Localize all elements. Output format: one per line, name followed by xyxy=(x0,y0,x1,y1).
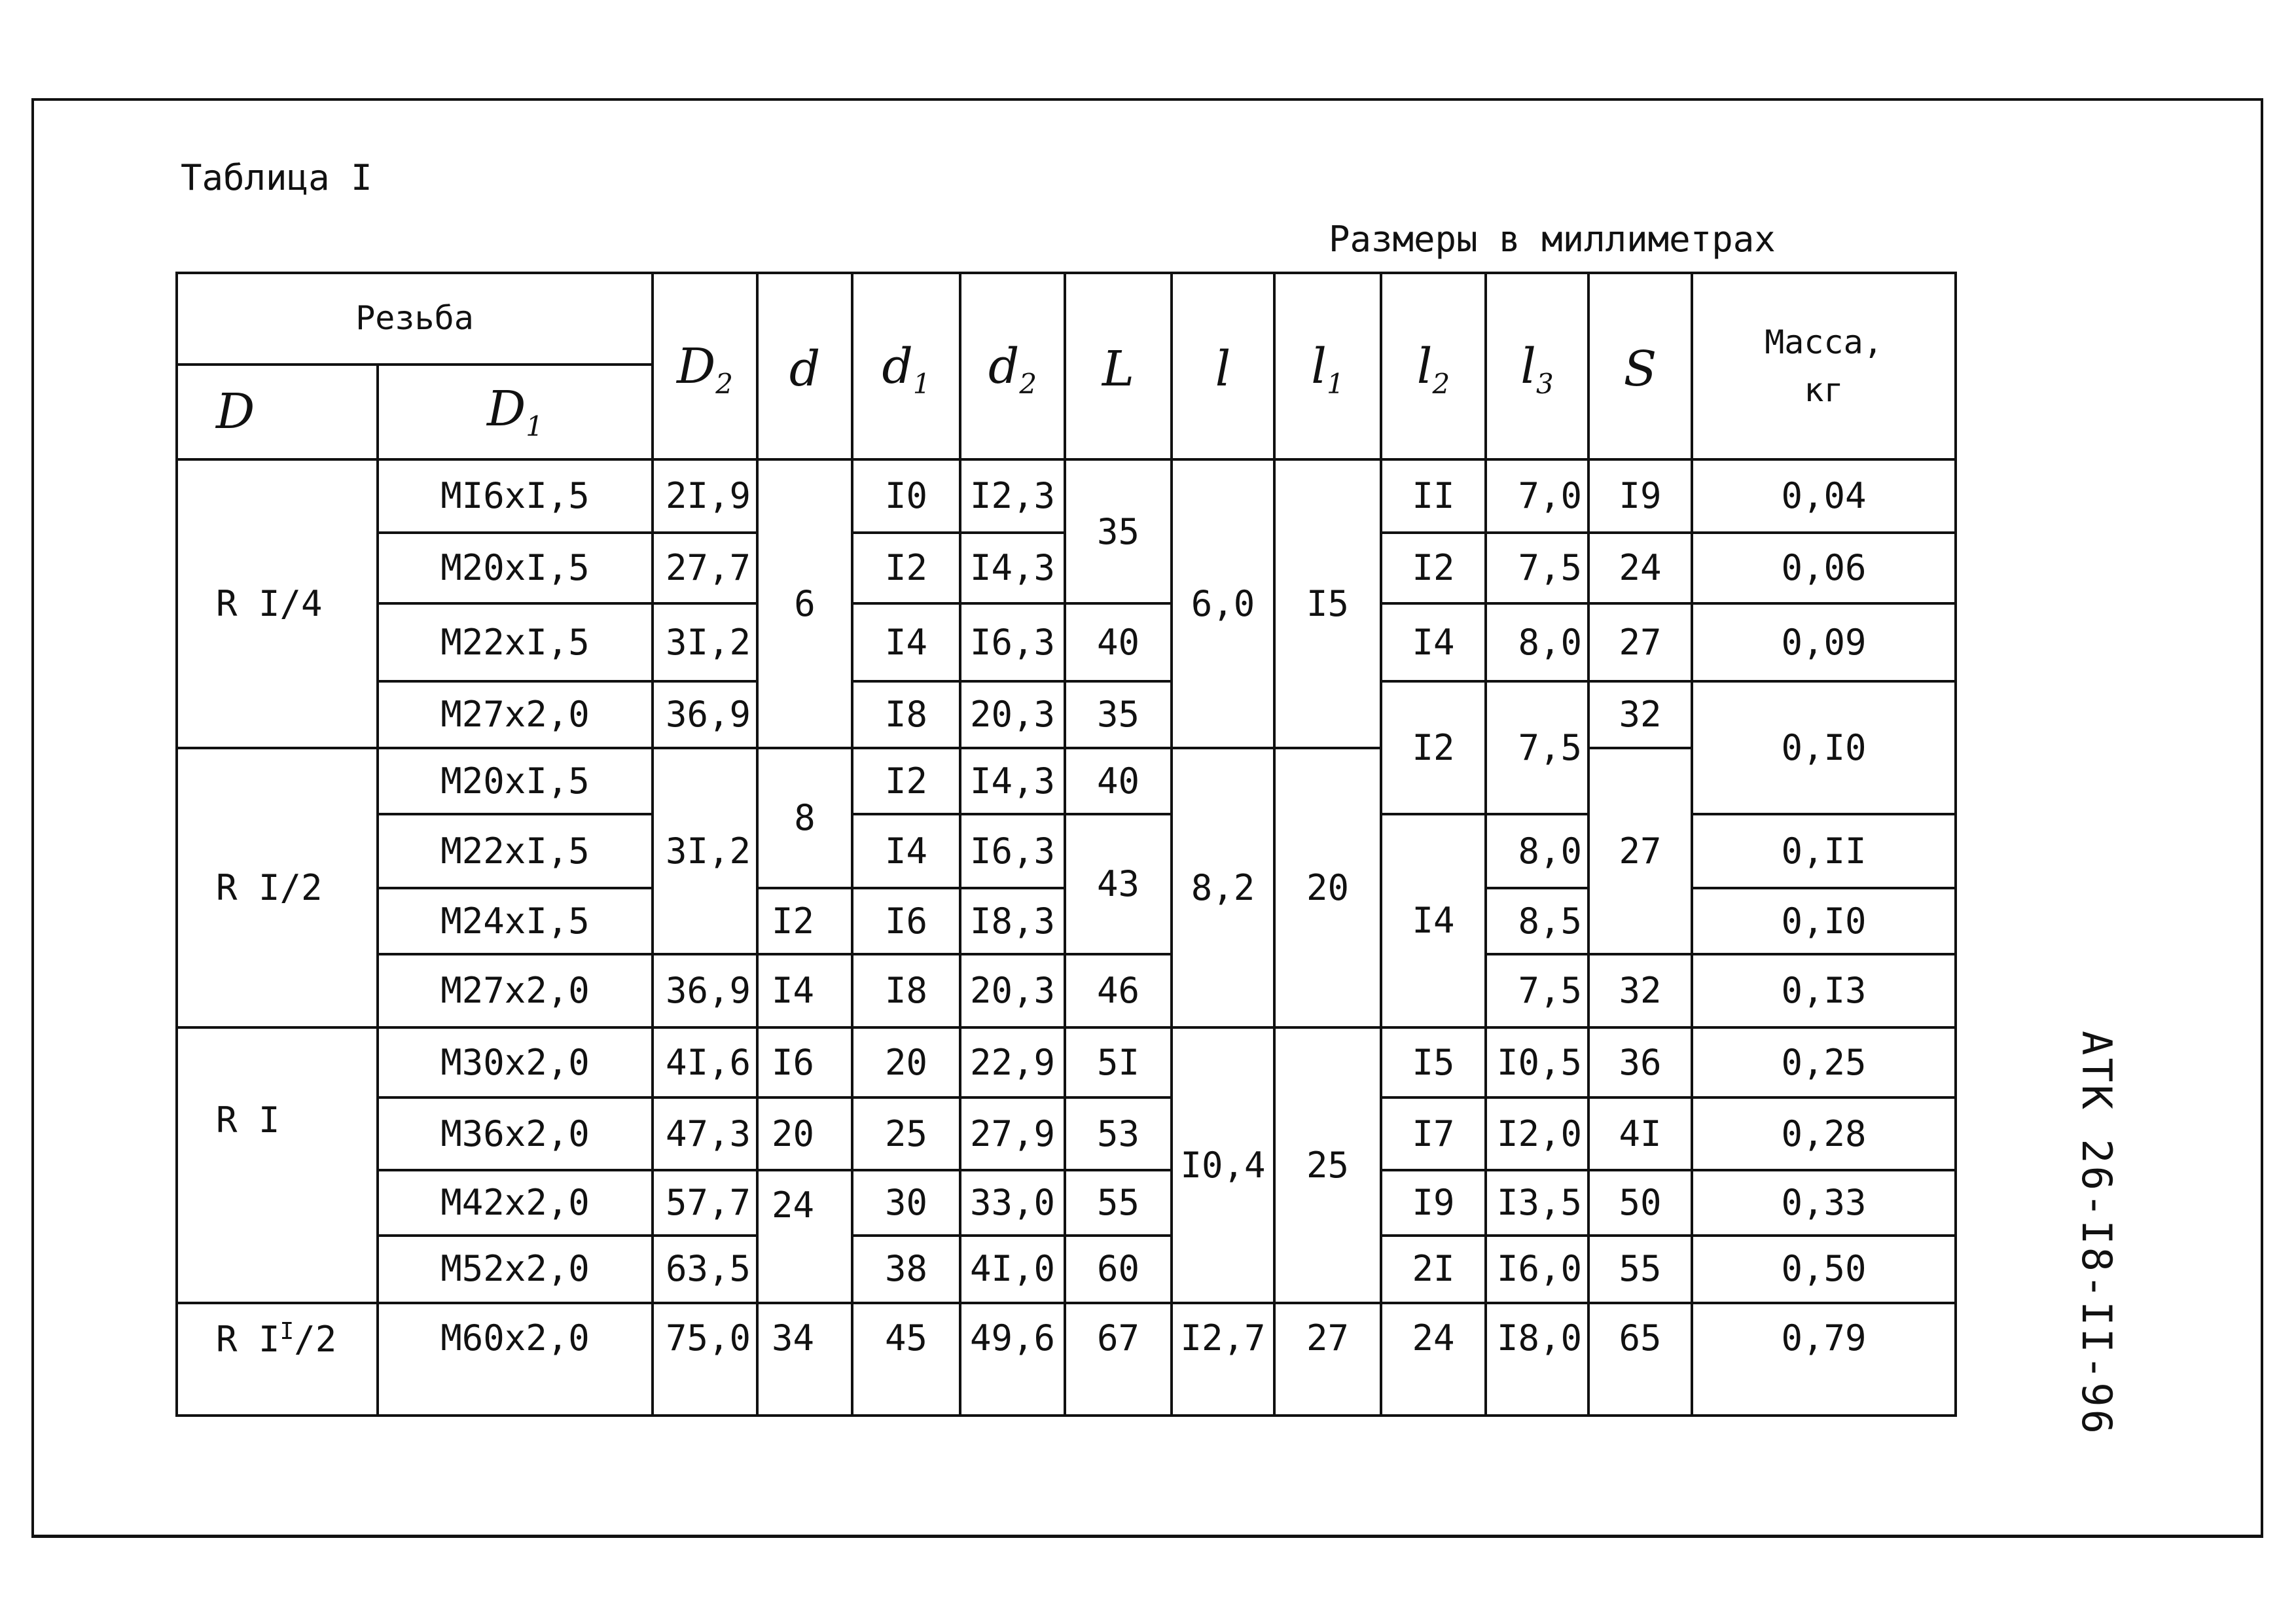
cell-l3: 8,5 xyxy=(1486,888,1588,954)
header-D1-subscript: 1 xyxy=(526,410,544,442)
cell-d2: 20,3 xyxy=(960,954,1065,1027)
cell-mass: 0,28 xyxy=(1692,1097,1956,1170)
cell-D1: M52x2,0 xyxy=(378,1236,653,1303)
table-title: Таблица I xyxy=(181,157,372,198)
cell-l1: 25 xyxy=(1274,1027,1381,1303)
cell-l2: I4 xyxy=(1381,814,1486,1027)
cell-d2: I6,3 xyxy=(960,814,1065,888)
table-row xyxy=(177,459,1956,532)
cell-l3: I6,0 xyxy=(1486,1236,1588,1303)
cell-S: 4I xyxy=(1588,1097,1692,1170)
cell-l1: I5 xyxy=(1274,459,1381,747)
header-thread: Резьба xyxy=(177,273,653,365)
cell-d: 6 xyxy=(757,459,852,747)
cell-l2: I2 xyxy=(1381,681,1486,813)
table-row xyxy=(177,681,1956,747)
cell-d1: I8 xyxy=(852,681,960,747)
cell-d2: I2,3 xyxy=(960,459,1065,532)
cell-D1: M20xI,5 xyxy=(378,748,653,814)
table-row xyxy=(177,1170,1956,1235)
table-row xyxy=(177,1303,1956,1416)
header-d2-symbol: d xyxy=(988,338,1020,395)
cell-D1: MI6xI,5 xyxy=(378,459,653,532)
header-d: d xyxy=(757,273,852,459)
cell-S: 24 xyxy=(1588,533,1692,603)
header-mass-line1: Масса, xyxy=(1765,323,1883,361)
cell-l: 6,0 xyxy=(1172,459,1274,747)
header-mass xyxy=(1692,273,1956,459)
units-note: Размеры в миллиметрах xyxy=(1329,219,1776,260)
header-mass-line2: кг xyxy=(1804,370,1844,409)
cell-D2: 36,9 xyxy=(653,954,757,1027)
group-label-r-1: R I xyxy=(177,1027,378,1303)
group-label-r-1-1-2 xyxy=(177,1303,378,1416)
cell-d1: 25 xyxy=(852,1097,960,1170)
header-S: S xyxy=(1588,273,1692,459)
cell-D1: M24xI,5 xyxy=(378,888,653,954)
header-D2-subscript: 2 xyxy=(715,367,734,400)
header-d1 xyxy=(852,273,960,459)
table-row xyxy=(177,1236,1956,1303)
cell-d: 24 xyxy=(757,1170,852,1302)
cell-l3: 7,5 xyxy=(1486,533,1588,603)
cell-D2: 75,0 xyxy=(653,1303,757,1416)
table-row xyxy=(177,748,1956,814)
cell-D2: 27,7 xyxy=(653,533,757,603)
cell-mass: 0,25 xyxy=(1692,1027,1956,1097)
cell-d1: I2 xyxy=(852,533,960,603)
cell-d2: I4,3 xyxy=(960,748,1065,814)
header-D2-symbol: D xyxy=(676,338,716,395)
cell-mass: 0,II xyxy=(1692,814,1956,888)
header-l2 xyxy=(1381,273,1486,459)
cell-mass: 0,33 xyxy=(1692,1170,1956,1235)
cell-d2: 20,3 xyxy=(960,681,1065,747)
cell-D2: 2I,9 xyxy=(653,459,757,532)
header-L: L xyxy=(1065,273,1172,459)
cell-d: I6 xyxy=(757,1027,852,1097)
header-l: l xyxy=(1172,273,1274,459)
header-l2-subscript: 2 xyxy=(1432,367,1450,400)
header-l2-symbol: l xyxy=(1416,338,1433,395)
group-label-prefix: R I xyxy=(216,1318,280,1360)
cell-L: 40 xyxy=(1065,603,1172,681)
header-l3-subscript: 3 xyxy=(1535,367,1554,400)
cell-l2: I9 xyxy=(1381,1170,1486,1235)
cell-D1: M27x2,0 xyxy=(378,681,653,747)
cell-L: 53 xyxy=(1065,1097,1172,1170)
cell-S: 27 xyxy=(1588,603,1692,681)
cell-D1: M36x2,0 xyxy=(378,1097,653,1170)
cell-l3: I8,0 xyxy=(1486,1303,1588,1416)
table-row xyxy=(177,1027,1956,1097)
cell-d: 34 xyxy=(757,1303,852,1416)
cell-l2: I4 xyxy=(1381,603,1486,681)
header-l1-subscript: 1 xyxy=(1326,367,1344,400)
cell-L: 60 xyxy=(1065,1236,1172,1303)
cell-S: 55 xyxy=(1588,1236,1692,1303)
header-D1 xyxy=(378,365,653,460)
cell-L: 35 xyxy=(1065,681,1172,747)
cell-l: I2,7 xyxy=(1172,1303,1274,1416)
cell-d2: 22,9 xyxy=(960,1027,1065,1097)
cell-S: 32 xyxy=(1588,681,1692,747)
cell-d1: 30 xyxy=(852,1170,960,1235)
cell-l3: 8,0 xyxy=(1486,603,1588,681)
cell-l2: II xyxy=(1381,459,1486,532)
cell-mass: 0,I0 xyxy=(1692,681,1956,813)
group-label-r-1-2: R I/2 xyxy=(177,748,378,1027)
header-d1-symbol: d xyxy=(882,338,913,395)
group-label-suffix: /2 xyxy=(294,1318,337,1360)
cell-l: I0,4 xyxy=(1172,1027,1274,1303)
cell-d2: I4,3 xyxy=(960,533,1065,603)
cell-l3: 7,0 xyxy=(1486,459,1588,532)
cell-l3: 8,0 xyxy=(1486,814,1588,888)
header-l1 xyxy=(1274,273,1381,459)
cell-d: 20 xyxy=(757,1097,852,1170)
cell-D1: M42x2,0 xyxy=(378,1170,653,1235)
cell-mass: 0,I0 xyxy=(1692,888,1956,954)
cell-S: 50 xyxy=(1588,1170,1692,1235)
cell-l1: 20 xyxy=(1274,748,1381,1027)
cell-d2: I6,3 xyxy=(960,603,1065,681)
cell-l2: I2 xyxy=(1381,533,1486,603)
header-d2-subscript: 2 xyxy=(1019,367,1037,400)
cell-mass: 0,50 xyxy=(1692,1236,1956,1303)
cell-S: 36 xyxy=(1588,1027,1692,1097)
cell-l3: 7,5 xyxy=(1486,681,1588,813)
cell-S: 27 xyxy=(1588,748,1692,955)
cell-d1: 38 xyxy=(852,1236,960,1303)
cell-l1: 27 xyxy=(1274,1303,1381,1416)
cell-D1: M27x2,0 xyxy=(378,954,653,1027)
header-D: D xyxy=(177,365,378,460)
cell-mass: 0,I3 xyxy=(1692,954,1956,1027)
cell-l2: 24 xyxy=(1381,1303,1486,1416)
cell-D2: 36,9 xyxy=(653,681,757,747)
header-l1-symbol: l xyxy=(1311,338,1327,395)
cell-L: 5I xyxy=(1065,1027,1172,1097)
cell-L: 40 xyxy=(1065,748,1172,814)
cell-d1: I2 xyxy=(852,748,960,814)
cell-D1: M20xI,5 xyxy=(378,533,653,603)
header-l3-symbol: l xyxy=(1520,338,1536,395)
dimensions-table xyxy=(175,272,1957,1417)
cell-d1: I4 xyxy=(852,814,960,888)
table-row xyxy=(177,1097,1956,1170)
header-row-1 xyxy=(177,273,1956,365)
table-row xyxy=(177,603,1956,681)
cell-d1: I0 xyxy=(852,459,960,532)
document-code: АТК 26-I8-II-96 xyxy=(2073,1031,2121,1436)
header-d1-subscript: 1 xyxy=(912,367,931,400)
cell-S: I9 xyxy=(1588,459,1692,532)
cell-d: 8 xyxy=(757,748,852,889)
cell-L: 43 xyxy=(1065,814,1172,955)
table-row xyxy=(177,954,1956,1027)
cell-S: 32 xyxy=(1588,954,1692,1027)
cell-D2: 4I,6 xyxy=(653,1027,757,1097)
cell-d1: 45 xyxy=(852,1303,960,1416)
cell-d2: 4I,0 xyxy=(960,1236,1065,1303)
cell-d1: I6 xyxy=(852,888,960,954)
cell-l3: I3,5 xyxy=(1486,1170,1588,1235)
cell-mass: 0,04 xyxy=(1692,459,1956,532)
header-D2 xyxy=(653,273,757,459)
cell-l3: I2,0 xyxy=(1486,1097,1588,1170)
group-label-r-1-4: R I/4 xyxy=(177,459,378,747)
cell-l: 8,2 xyxy=(1172,748,1274,1027)
cell-L: 67 xyxy=(1065,1303,1172,1416)
cell-D1: M60x2,0 xyxy=(378,1303,653,1416)
cell-L: 46 xyxy=(1065,954,1172,1027)
cell-l2: I7 xyxy=(1381,1097,1486,1170)
cell-d2: 27,9 xyxy=(960,1097,1065,1170)
cell-d: I4 xyxy=(757,954,852,1027)
header-D1-symbol: D xyxy=(486,380,526,437)
cell-mass: 0,06 xyxy=(1692,533,1956,603)
cell-d1: I4 xyxy=(852,603,960,681)
cell-d2: 33,0 xyxy=(960,1170,1065,1235)
cell-l2: I5 xyxy=(1381,1027,1486,1097)
cell-D1: M30x2,0 xyxy=(378,1027,653,1097)
cell-L: 35 xyxy=(1065,459,1172,603)
cell-l3: 7,5 xyxy=(1486,954,1588,1027)
header-d2 xyxy=(960,273,1065,459)
cell-D1: M22xI,5 xyxy=(378,814,653,888)
cell-d2: I8,3 xyxy=(960,888,1065,954)
cell-d1: I8 xyxy=(852,954,960,1027)
cell-D2: 57,7 xyxy=(653,1170,757,1235)
cell-mass: 0,79 xyxy=(1692,1303,1956,1416)
cell-D2: 3I,2 xyxy=(653,748,757,955)
cell-l2: 2I xyxy=(1381,1236,1486,1303)
cell-D1: M22xI,5 xyxy=(378,603,653,681)
cell-d: I2 xyxy=(757,888,852,954)
cell-D2: 63,5 xyxy=(653,1236,757,1303)
cell-D2: 3I,2 xyxy=(653,603,757,681)
cell-l3: I0,5 xyxy=(1486,1027,1588,1097)
cell-d2: 49,6 xyxy=(960,1303,1065,1416)
group-label-sup: I xyxy=(279,1317,295,1345)
header-l3 xyxy=(1486,273,1588,459)
cell-S: 65 xyxy=(1588,1303,1692,1416)
cell-D2: 47,3 xyxy=(653,1097,757,1170)
cell-d1: 20 xyxy=(852,1027,960,1097)
cell-L: 55 xyxy=(1065,1170,1172,1235)
cell-mass: 0,09 xyxy=(1692,603,1956,681)
